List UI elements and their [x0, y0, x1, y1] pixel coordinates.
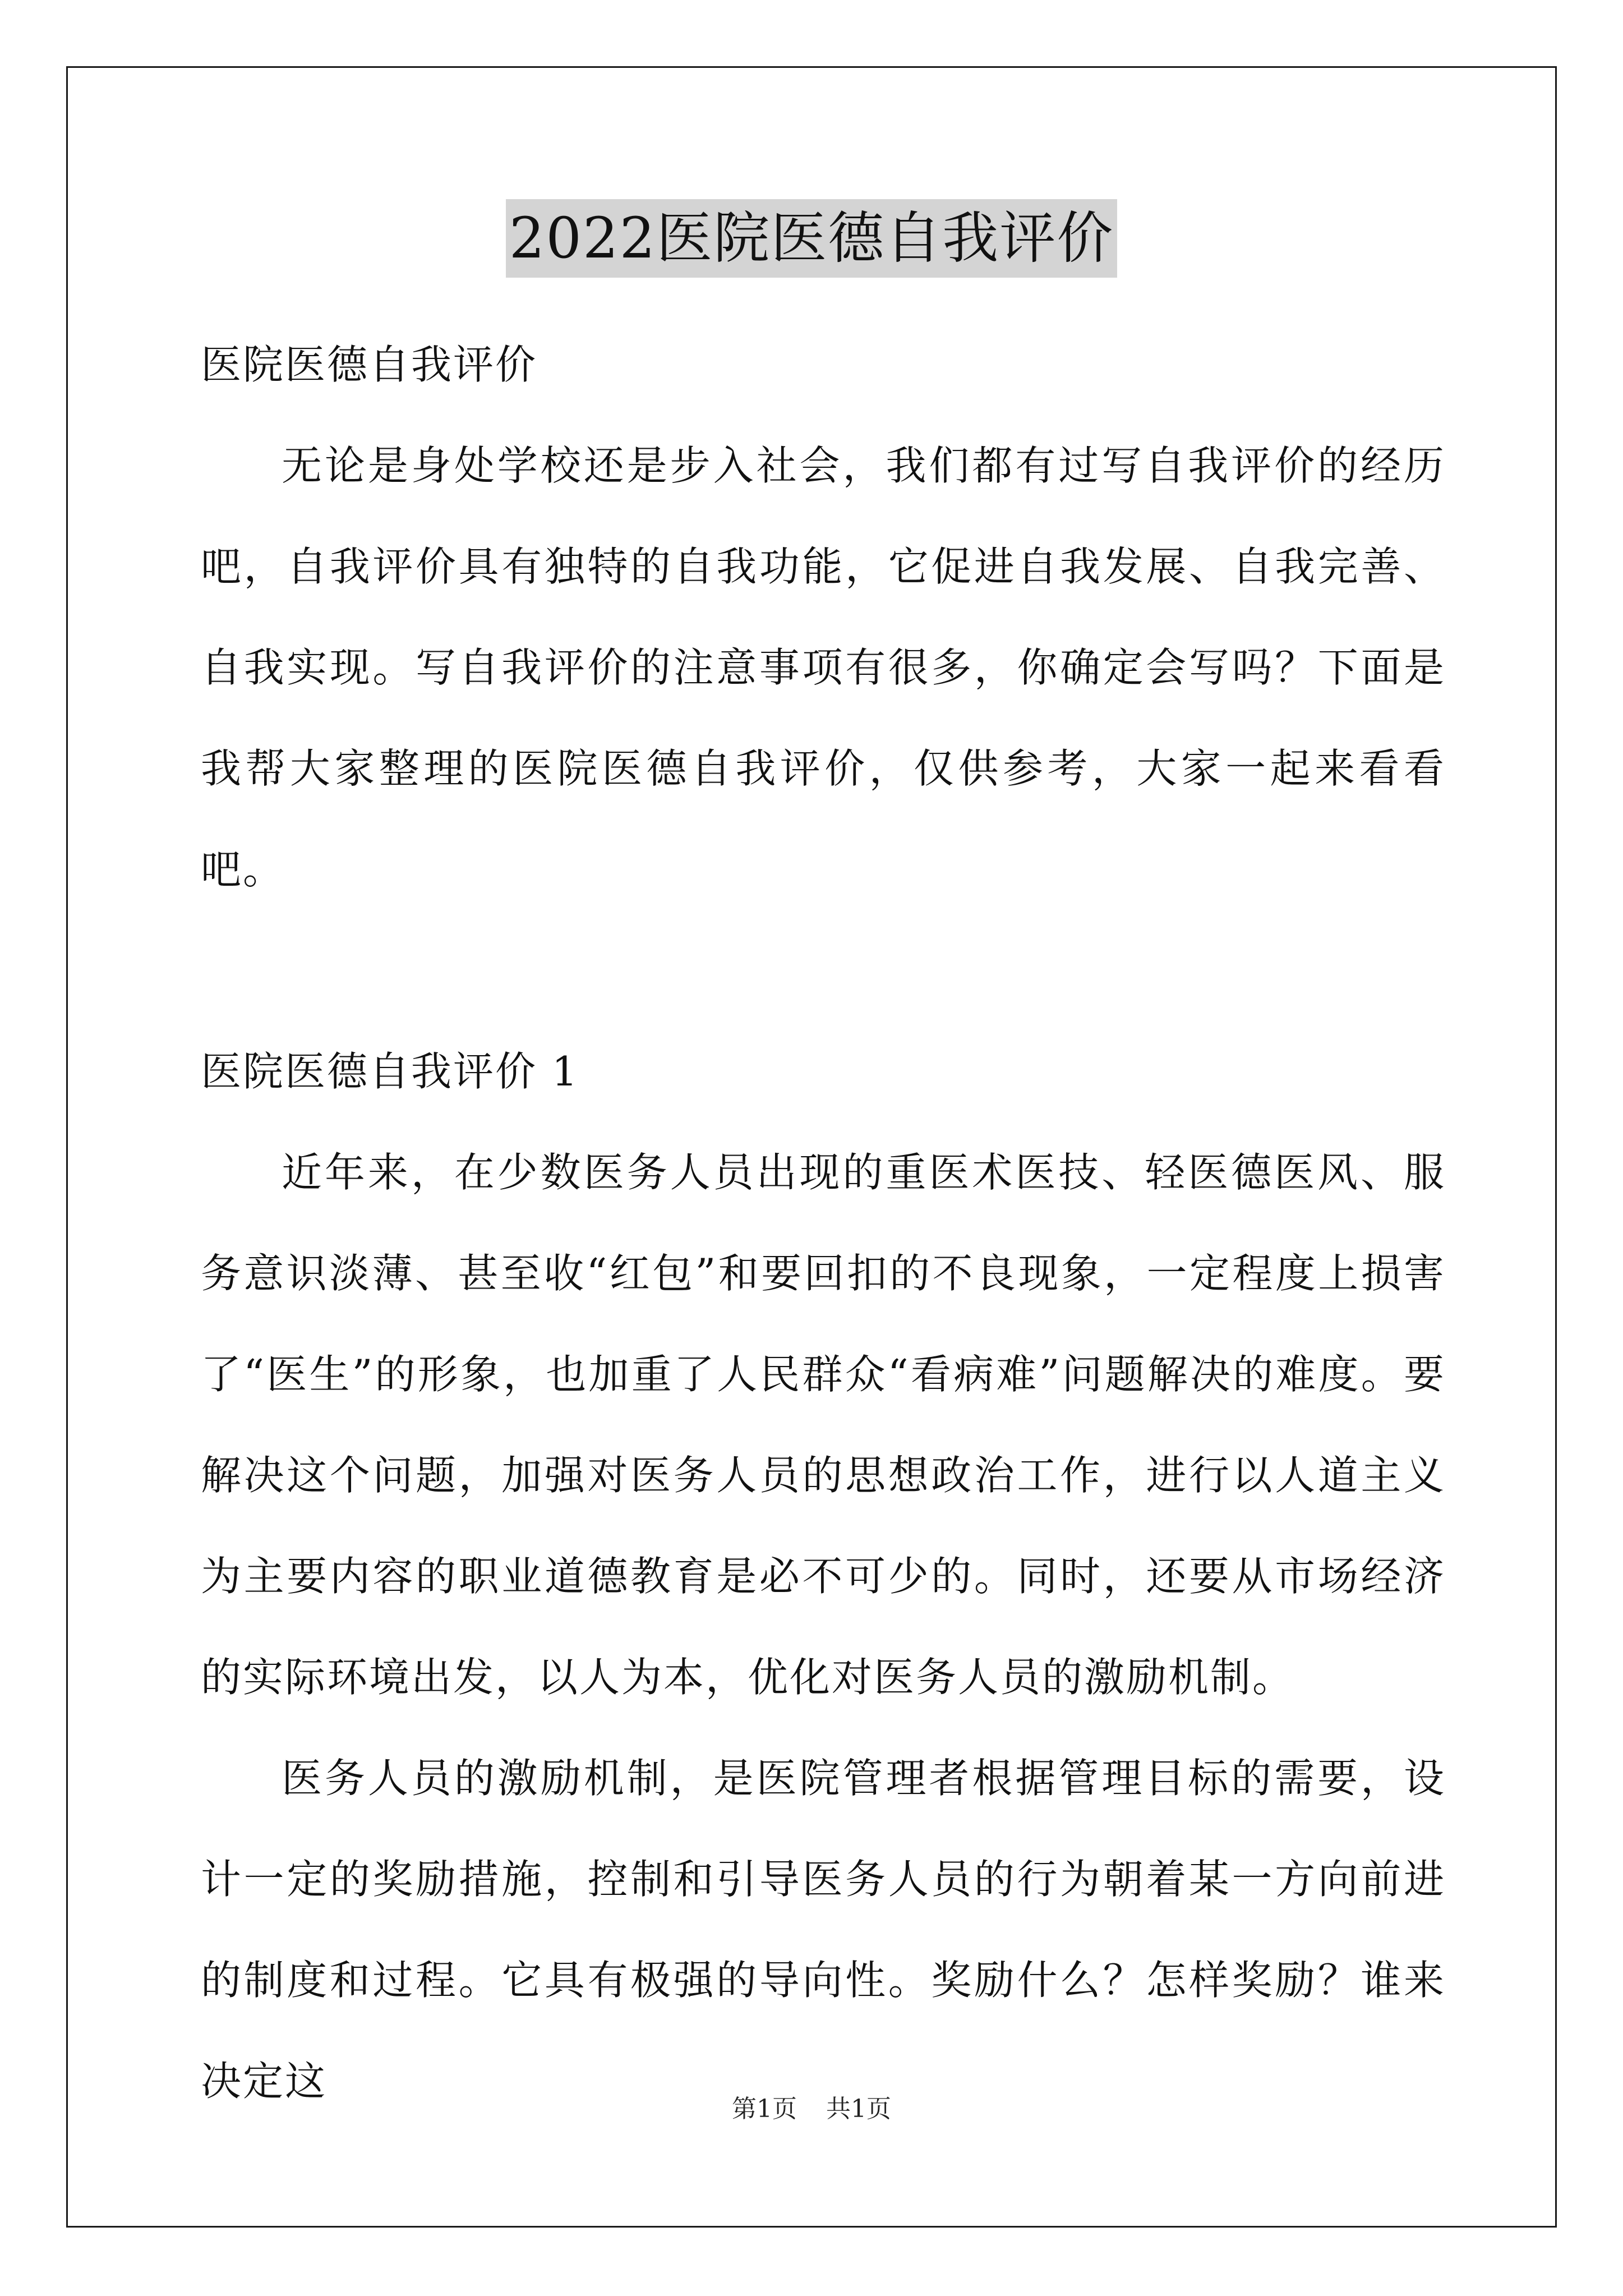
document-title-container — [0, 199, 1623, 278]
section-heading: 医院医德自我评价 1 — [201, 1048, 579, 1095]
body-paragraph-1: 近年来，在少数医务人员出现的重医术医技、轻医德医风、服务意识淡薄、甚至收“红包”和要回扣的不良现象，一定程度上损害了“医生”的形象，也加重了人民群众“看病难”问题解决的难度。要解决这个问题，加强对医务人员的思想政治工作，进行以人道主义为主要内容的职业道德教育是必不可少的。同时，还要从市场经济的实际环境出发，以人为本，优化对医务人员的激励机制。 — [201, 1149, 1446, 1701]
document-title: 2022医院医德自我评价 — [506, 199, 1118, 278]
page-number: 第1页 — [732, 2095, 797, 2123]
document-body — [201, 314, 1446, 2132]
section-gap — [201, 920, 1446, 1021]
body-paragraph-2: 医务人员的激励机制，是医院管理者根据管理目标的需要，设计一定的奖励措施，控制和引导医务人员的行为朝着某一方向前进的制度和过程。它具有极强的导向性。奖励什么？怎样奖励？谁来决定这 — [201, 1755, 1446, 2105]
page-total: 共1页 — [826, 2095, 891, 2123]
intro-paragraph: 无论是身处学校还是步入社会，我们都有过写自我评价的经历吧，自我评价具有独特的自我功能，它促进自我发展、自我完善、自我实现。写自我评价的注意事项有很多，你确定会写吗？下面是我帮大家整理的医院医德自我评价，仅供参考，大家一起来看看吧。 — [201, 442, 1446, 893]
document-subtitle: 医院医德自我评价 — [201, 341, 538, 388]
page-footer — [0, 2092, 1623, 2126]
